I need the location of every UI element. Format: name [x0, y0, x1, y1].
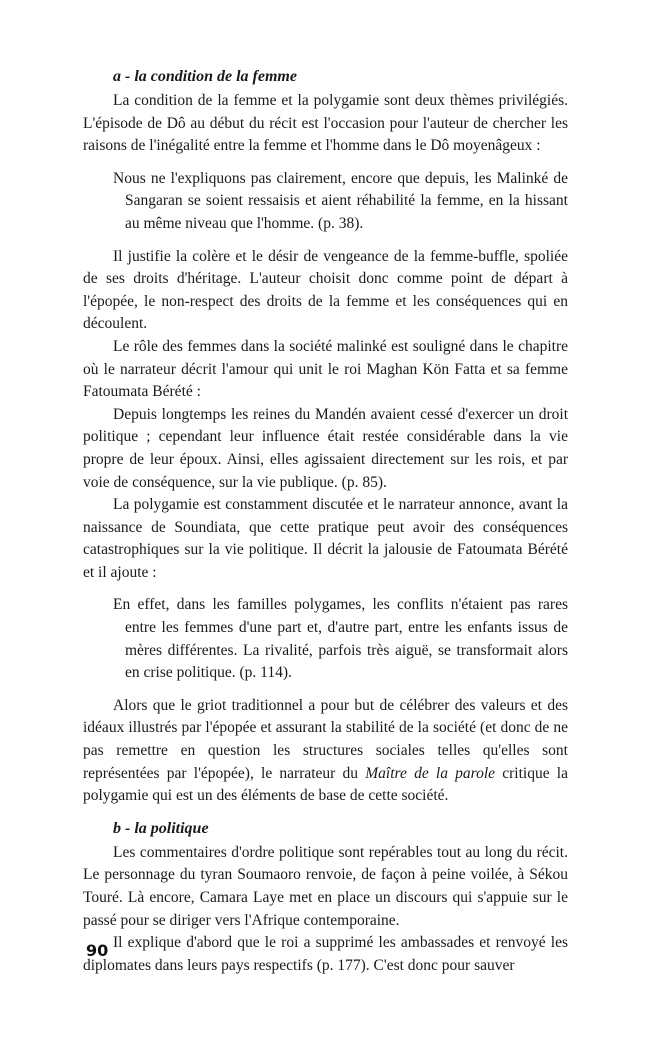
paragraph: Le rôle des femmes dans la société malinké est souligné dans le chapitre où le narrateur décrit l'amour qui unit le roi Maghan Kön Fatta et sa femme Fatoumata Bérété : [83, 337, 568, 401]
section-heading-condition-femme: a - la condition de la femme [113, 68, 297, 85]
paragraph: Les commentaires d'ordre politique sont repérables tout au long du récit. Le personnage du tyran Soumaoro renvoie, de façon à peine voilée, à Sékou Touré. Là encore, Camara Laye met en place un discours qui s'appuie sur le passé pour se diriger vers l'Afrique contemporaine. [83, 843, 568, 929]
section-heading-politique: b - la politique [113, 819, 209, 837]
page-number: 90 [86, 941, 109, 960]
document-page [83, 66, 568, 977]
paragraph: Il justifie la colère et le désir de vengeance de la femme-buffle, spoliée de ses droits d'héritage. L'auteur choisit donc comme point de départ à l'épopée, le non-respect des droits de la femme et les conséquences qui en découlent. [83, 247, 568, 333]
paragraph: La condition de la femme et la polygamie sont deux thèmes privilégiés. L'épisode de Dô au début du récit est l'occasion pour l'auteur de chercher les raisons de l'inégalité entre la femme et l'homme dans le Dô moyenâgeux : [83, 92, 568, 155]
paragraph-with-title [83, 695, 568, 808]
paragraph: Depuis longtemps les reines du Mandén avaient cessé d'exercer un droit politique ; cependant leur influence était restée considérable dans la vie propre de leur époux. Ainsi, elles agissaient directement sur les rois, et par voie de conséquence, sur la vie publique. (p. 85). [83, 405, 568, 491]
section-gap [83, 808, 568, 818]
paragraph: Il explique d'abord que le roi a supprimé les ambassades et renvoyé les diplomates dans leurs pays respectifs (p. 177). C'est donc pour sauver [83, 934, 568, 974]
block-quote: En effet, dans les familles polygames, les conflits n'étaient pas rares entre les femmes d'une part et, d'autre part, entre les enfants issus de mères différentes. La rivalité, parfois très aiguë, se transformait alors en crise politique. (p. 114). [113, 596, 568, 682]
paragraph-text: critique la polygamie qui est un des éléments de base de cette société. [83, 764, 568, 805]
paragraph-text: Alors que le griot traditionnel a pour but de célébrer des valeurs et des idéaux illustrés par l'épopée et assurant la stabilité de la société (et donc de ne pas remettre en question les structures sociales telles qu'elles sont représentées par l'épopée), le narrateur du [83, 696, 568, 782]
book-title: Maître de la parole [365, 764, 496, 782]
paragraph: La polygamie est constamment discutée et le narrateur annonce, avant la naissance de Soundiata, que cette pratique peut avoir des conséquences catastrophiques sur la vie politique. Il décrit la jalousie de Fatoumata Bérété et il ajoute : [83, 496, 568, 581]
block-quote: Nous ne l'expliquons pas clairement, encore que depuis, les Malinké de Sangaran se soient ressaisis et aient réhabilité la femme, en la hissant au même niveau que l'homme. (p. 38). [113, 169, 568, 232]
